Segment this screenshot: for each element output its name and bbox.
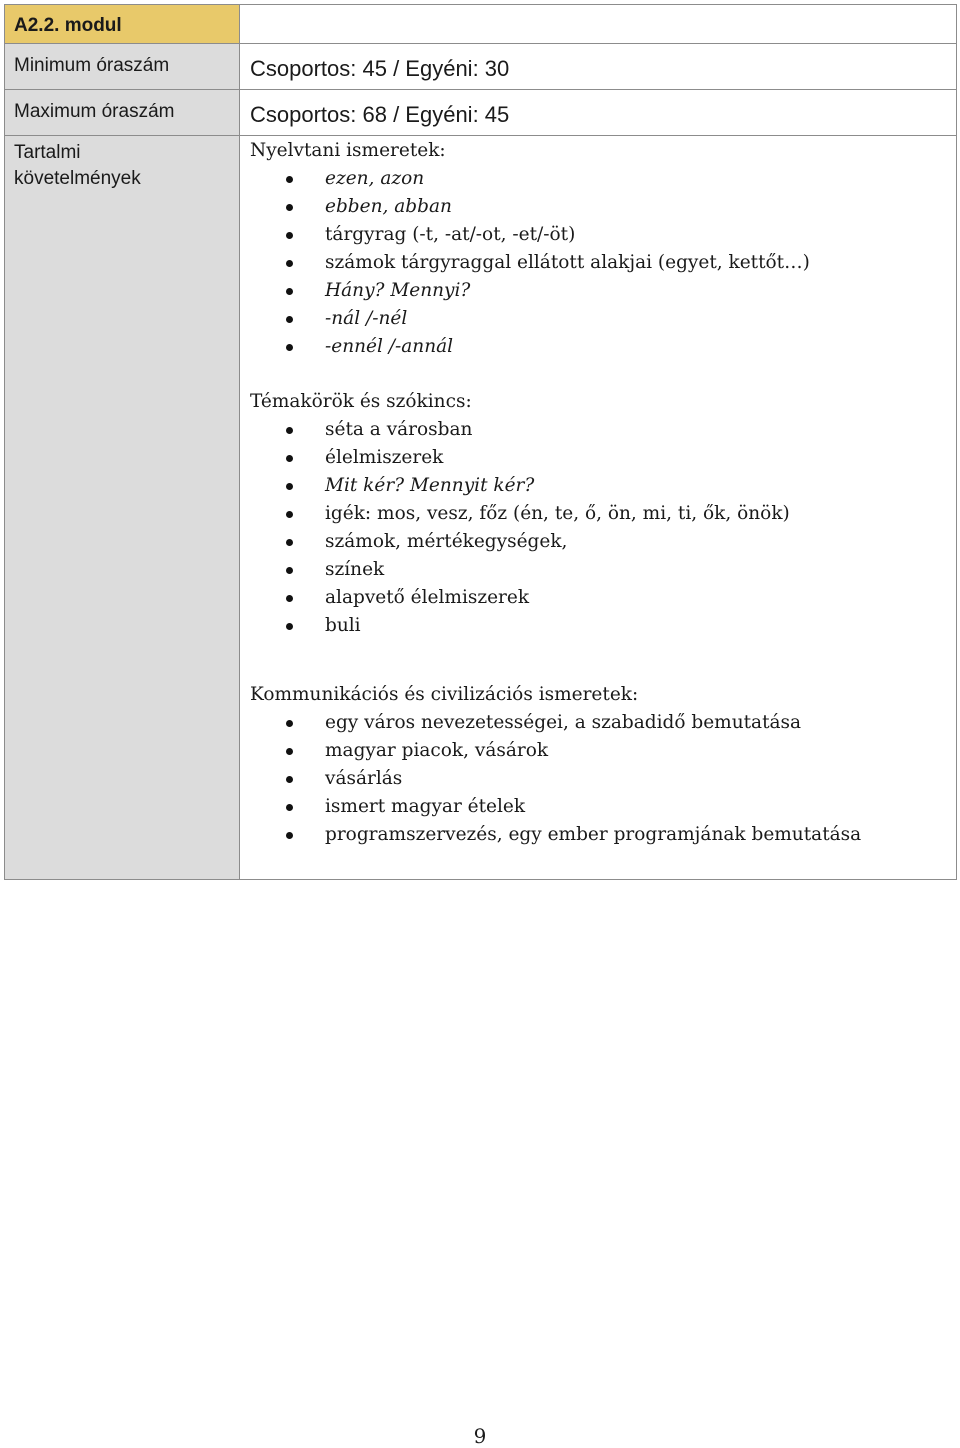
list-item: ezen, azon [325, 165, 956, 193]
list-item: magyar piacok, vásárok [325, 737, 956, 765]
min-hours-value-cell [240, 44, 957, 90]
list-item: Hány? Mennyi? [325, 277, 956, 305]
page-number: 9 [473, 1424, 487, 1448]
communication-heading: Kommunikációs és civilizációs ismeretek: [250, 684, 639, 705]
min-hours-label-cell [5, 44, 240, 90]
list-item: egy város nevezetességei, a szabadidő bemutatása [325, 709, 956, 737]
list-item: -ennél /-annál [325, 333, 956, 361]
list-item: számok, mértékegységek, [325, 528, 956, 556]
min-hours-label: Minimum óraszám [14, 55, 170, 76]
max-hours-label: Maximum óraszám [14, 101, 175, 122]
list-item: igék: mos, vesz, főz (én, te, ő, ön, mi, ti, ők, önök) [325, 500, 956, 528]
content-requirements-label-line1: Tartalmi [14, 142, 81, 163]
content-requirements-label-cell [5, 136, 240, 880]
list-item: élelmiszerek [325, 444, 956, 472]
list-item: számok tárgyraggal ellátott alakjai (egyet, kettőt…) [325, 249, 956, 277]
content-requirements-cell [240, 136, 957, 880]
topics-heading: Témakörök és szókincs: [250, 391, 472, 412]
list-item: programszervezés, egy ember programjának bemutatása [325, 821, 956, 849]
topics-list [250, 416, 956, 640]
max-hours-label-cell [5, 90, 240, 136]
max-hours-value: Csoportos: 68 / Egyéni: 45 [250, 102, 510, 127]
grammar-list [250, 165, 956, 361]
list-item: Mit kér? Mennyit kér? [325, 472, 956, 500]
communication-list [250, 709, 956, 849]
module-title-cell [5, 5, 240, 44]
list-item: tárgyrag (-t, -at/-ot, -et/-öt) [325, 221, 956, 249]
max-hours-value-cell [240, 90, 957, 136]
grammar-heading: Nyelvtani ismeretek: [250, 140, 446, 161]
min-hours-value: Csoportos: 45 / Egyéni: 30 [250, 56, 510, 81]
list-item: ebben, abban [325, 193, 956, 221]
content-requirements-label-line2: követelmények [14, 168, 141, 189]
module-title: A2.2. modul [14, 15, 122, 36]
list-item: vásárlás [325, 765, 956, 793]
module-table [4, 4, 957, 880]
list-item: séta a városban [325, 416, 956, 444]
list-item: buli [325, 612, 956, 640]
list-item: alapvető élelmiszerek [325, 584, 956, 612]
list-item: ismert magyar ételek [325, 793, 956, 821]
list-item: színek [325, 556, 956, 584]
module-title-empty-cell [240, 5, 957, 44]
list-item: -nál /-nél [325, 305, 956, 333]
